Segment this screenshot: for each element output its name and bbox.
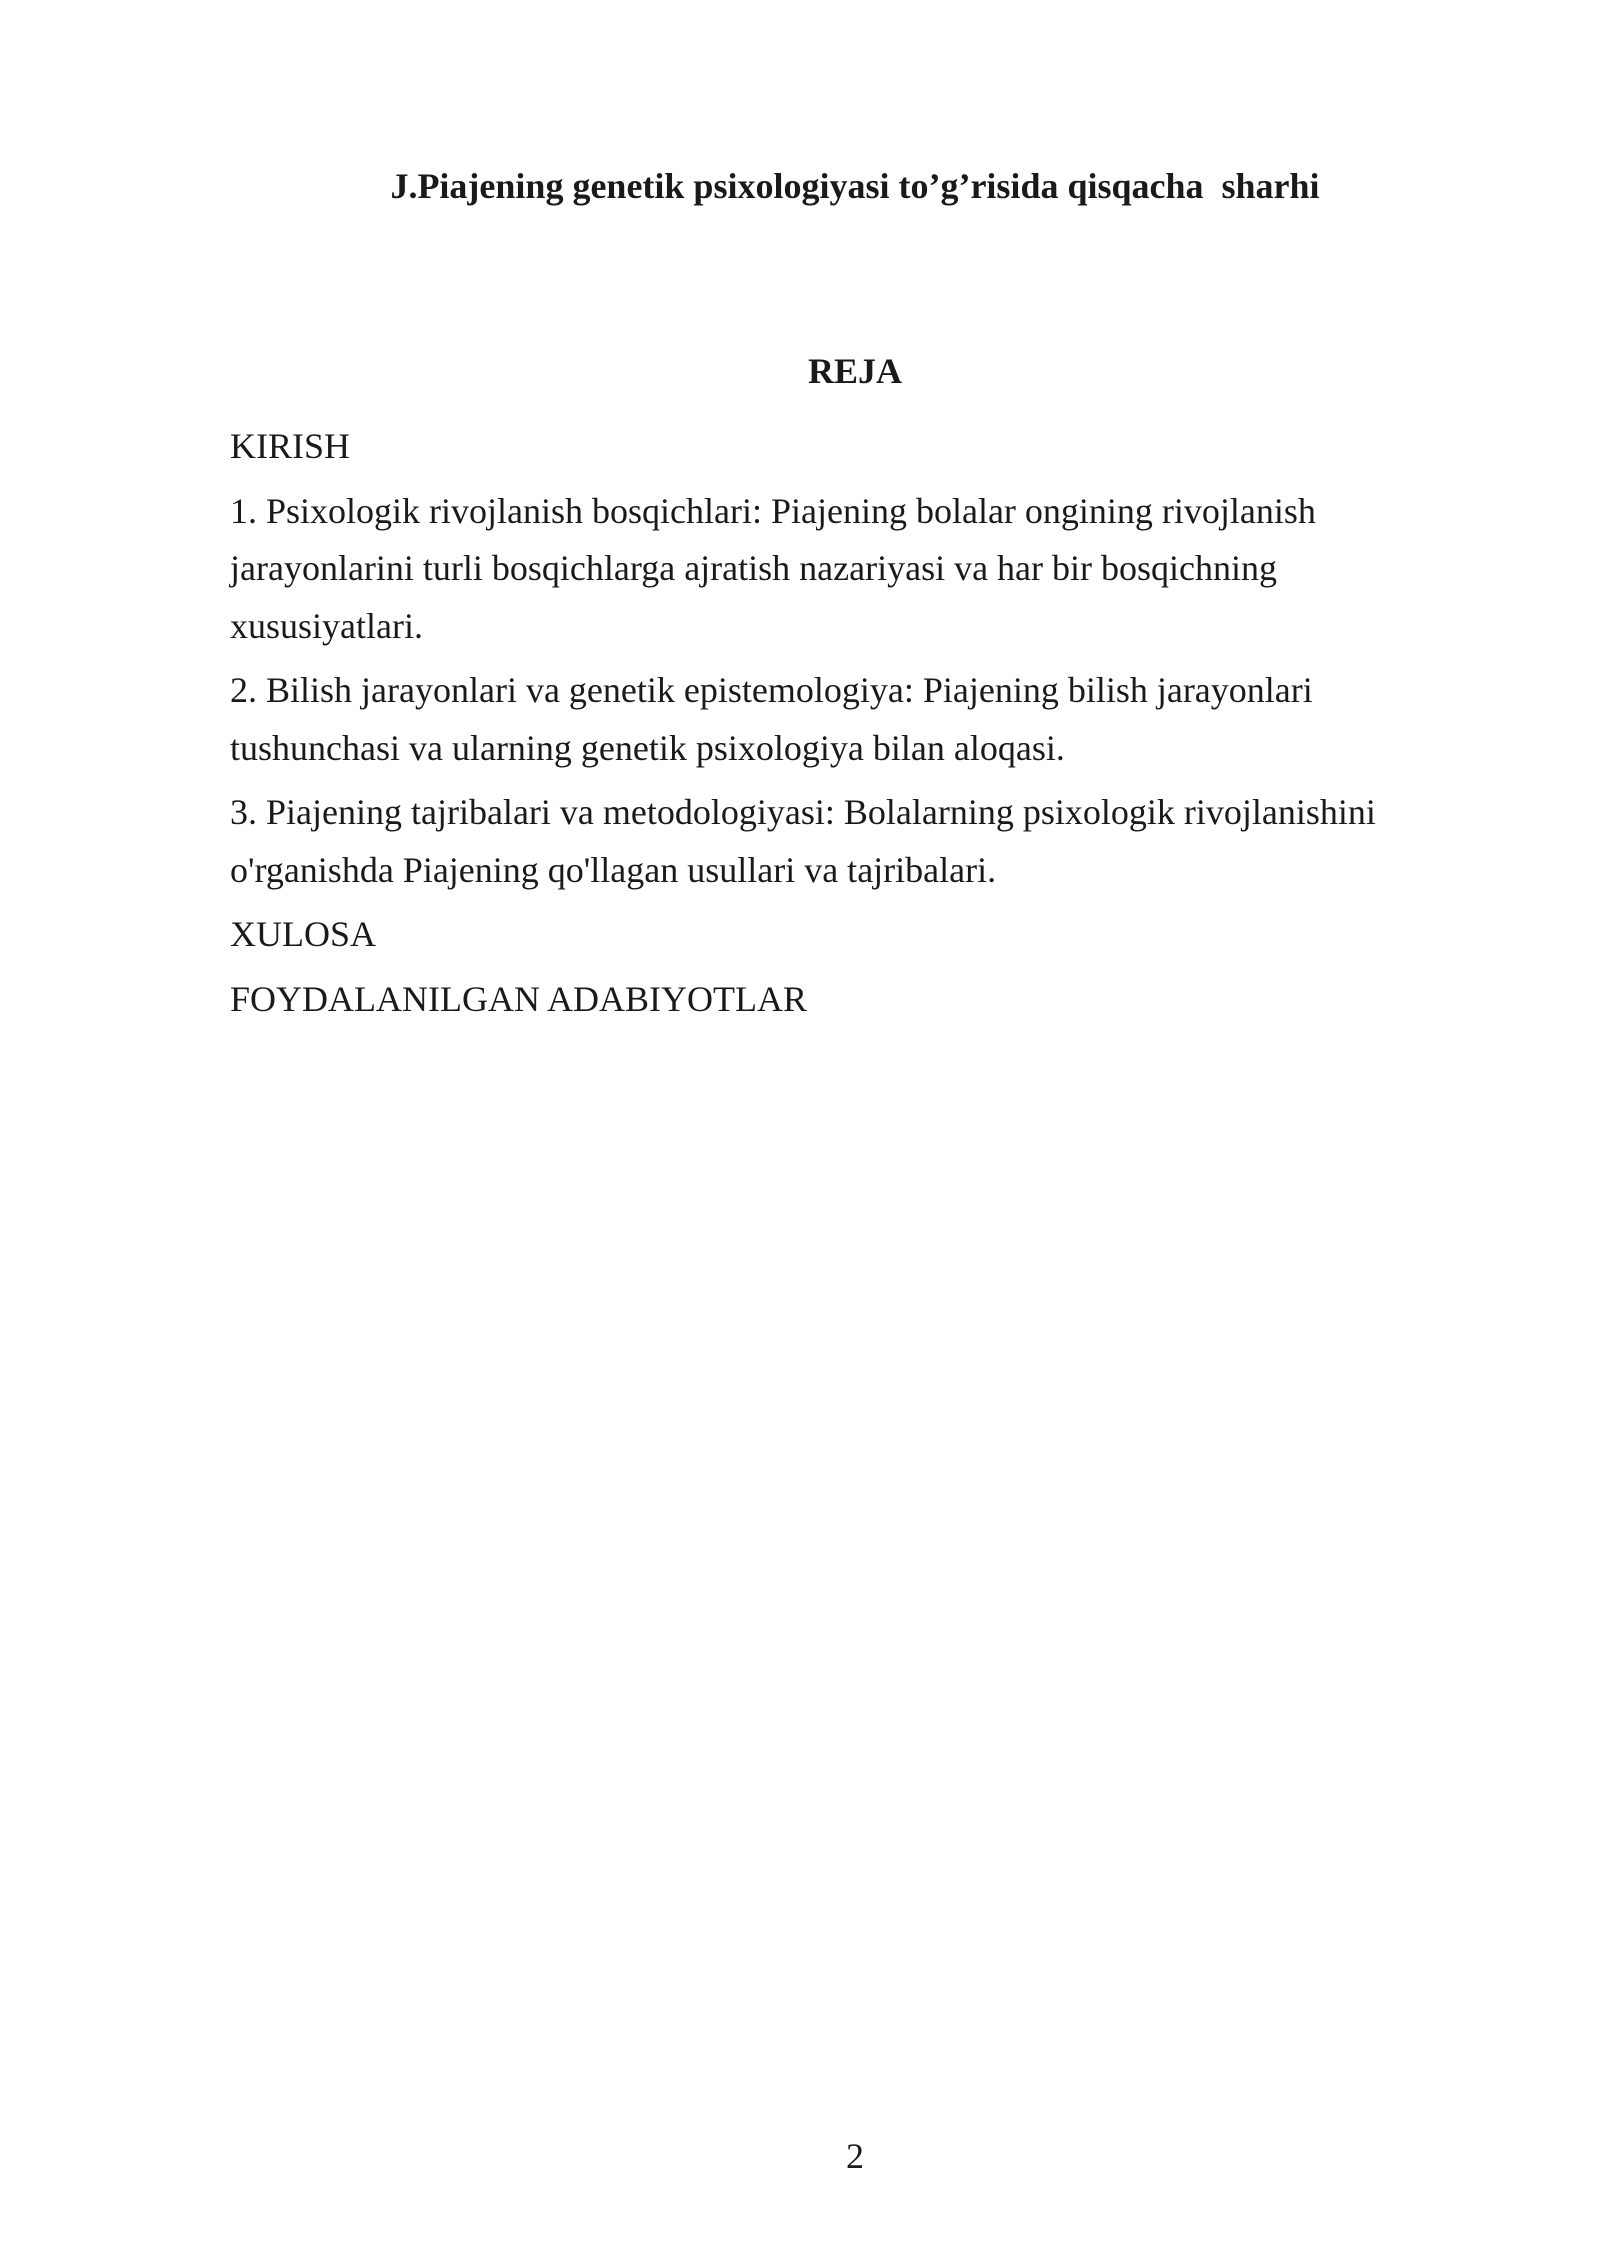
plan-item-1: 1. Psixologik rivojlanish bosqichlari: Piajening bolalar ongining rivojlanish jarayonlarini turli bosqichlarga ajratish nazariyasi va har bir bosqichning xususiyatlari. [230,490,1316,646]
plan-item-2: 2. Bilish jarayonlari va genetik epistemologiya: Piajening bilish jarayonlari tushunchasi va ularning genetik psixologiya bilan aloqasi. [230,670,1313,768]
plan-item-references: FOYDALANILGAN ADABIYOTLAR [230,978,807,1019]
document-title: J.Piajening genetik psixologiyasi to’g’risida qisqacha sharhi [390,166,1320,206]
plan-list [230,418,1465,1035]
plan-item-introduction: KIRISH [230,426,351,466]
plan-heading: REJA [807,351,902,391]
page-number: 2 [846,2136,864,2176]
plan-item-3: 3. Piajening tajribalari va metodologiyasi: Bolalarning psixologik rivojlanishini o'rganishda Piajening qo'llagan usullari va tajribalari. [230,792,1376,890]
plan-item-conclusion: XULOSA [230,914,377,954]
